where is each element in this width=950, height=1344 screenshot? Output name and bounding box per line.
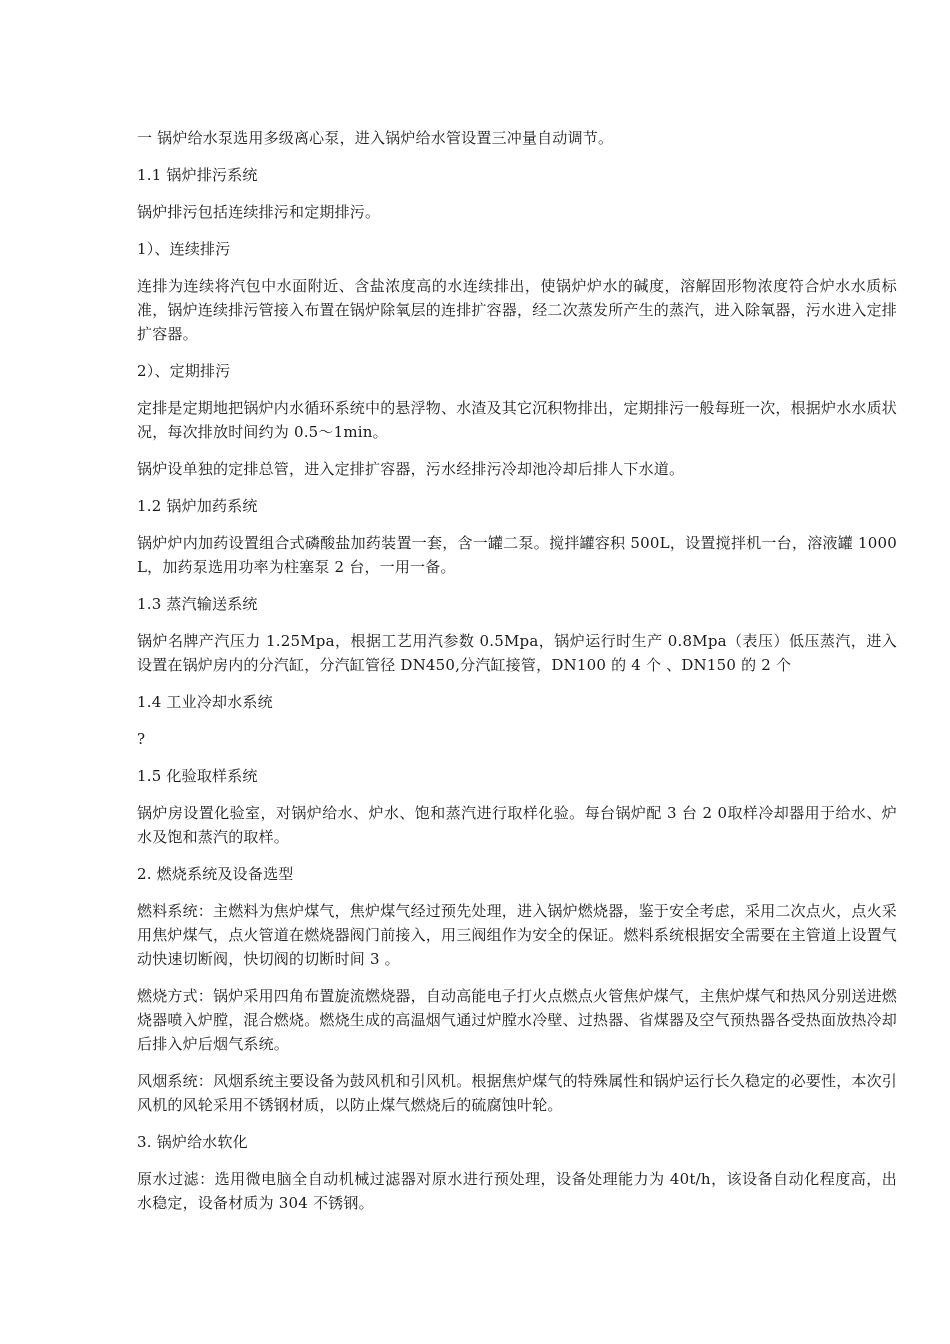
- paragraph: 燃烧方式：锅炉采用四角布置旋流燃烧器，自动高能电子打火点燃点火管焦炉煤气，主焦炉煤气和热风分别送进燃烧器喷入炉膛，混合燃烧。燃烧生成的高温烟气通过炉膛水冷壁、过热器、省煤器及空气预热器各受热面放热冷却后排入炉后烟气系统。: [137, 987, 898, 1053]
- paragraph: 锅炉设单独的定排总管，进入定排扩容器，污水经排污冷却池冷却后排人下水道。: [137, 460, 685, 478]
- section-heading-1-2: 1.2 锅炉加药系统: [137, 497, 258, 515]
- paragraph: 风烟系统：风烟系统主要设备为鼓风机和引风机。根据焦炉煤气的特殊属性和锅炉运行长久稳定的必要性，本次引风机的风轮采用不锈钢材质，以防止煤气燃烧后的硫腐蚀叶轮。: [137, 1072, 898, 1114]
- section-heading-1-5: 1.5 化验取样系统: [137, 767, 258, 785]
- paragraph: 定排是定期地把锅炉内水循环系统中的悬浮物、水渣及其它沉积物排出，定期排污一般每班一次，根据炉水水质状况，每次排放时间约为 0.5～1min。: [137, 399, 898, 441]
- intro-paragraph: 一 锅炉给水泵选用多级离心泵，进入锅炉给水管设置三冲量自动调节。: [137, 129, 614, 147]
- subheading-continuous-blowdown: 1）、连续排污: [137, 240, 231, 258]
- paragraph: 原水过滤：选用微电脑全自动机械过滤器对原水进行预处理，设备处理能力为 40t/h，该设备自动化程度高，出水稳定，设备材质为 304 不锈钢。: [137, 1170, 897, 1212]
- section-heading-3: 3. 锅炉给水软化: [137, 1133, 248, 1151]
- paragraph: 连排为连续将汽包中水面附近、含盐浓度高的水连续排出，使锅炉炉水的碱度，溶解固形物浓度符合炉水水质标准，锅炉连续排污管接入布置在锅炉除氧层的连排扩容器，经二次蒸发所产生的蒸汽，进入除氧器，污水进入定排扩容器。: [137, 277, 898, 343]
- paragraph: 燃料系统：主燃料为焦炉煤气，焦炉煤气经过预先处理，进入锅炉燃烧器，鉴于安全考虑，采用二次点火，点火采用焦炉煤气，点火管道在燃烧器阀门前接入，用三阀组作为安全的保证。燃料系统根据安全需要在主管道上设置气动快速切断阀，快切阀的切断时间 3 。: [137, 902, 898, 968]
- paragraph: 锅炉炉内加药设置组合式磷酸盐加药装置一套，含一罐二泵。搅拌罐容积 500L，设置搅拌机一台，溶液罐 1000L，加药泵选用功率为柱塞泵 2 台，一用一备。: [137, 534, 897, 576]
- section-heading-1-1: 1.1 锅炉排污系统: [137, 166, 258, 184]
- paragraph: 锅炉房设置化验室，对锅炉给水、炉水、饱和蒸汽进行取样化验。每台锅炉配 3 台 2 0取样冷却器用于给水、炉水及饱和蒸汽的取样。: [137, 804, 897, 846]
- document-body: [137, 126, 897, 1228]
- placeholder-paragraph: ?: [137, 730, 146, 748]
- section-heading-2: 2. 燃烧系统及设备选型: [137, 865, 294, 883]
- paragraph: 锅炉名牌产汽压力 1.25Mpa，根据工艺用汽参数 0.5Mpa，锅炉运行时生产 0.8Mpa（表压）低压蒸汽，进入设置在锅炉房内的分汽缸，分汽缸管径 DN450,分汽缸接管，DN100 的 4 个 、DN150 的 2 个: [137, 632, 897, 674]
- subheading-periodic-blowdown: 2）、定期排污: [137, 362, 231, 380]
- paragraph: 锅炉排污包括连续排污和定期排污。: [137, 203, 381, 221]
- section-heading-1-3: 1.3 蒸汽输送系统: [137, 595, 258, 613]
- section-heading-1-4: 1.4 工业冷却水系统: [137, 693, 273, 711]
